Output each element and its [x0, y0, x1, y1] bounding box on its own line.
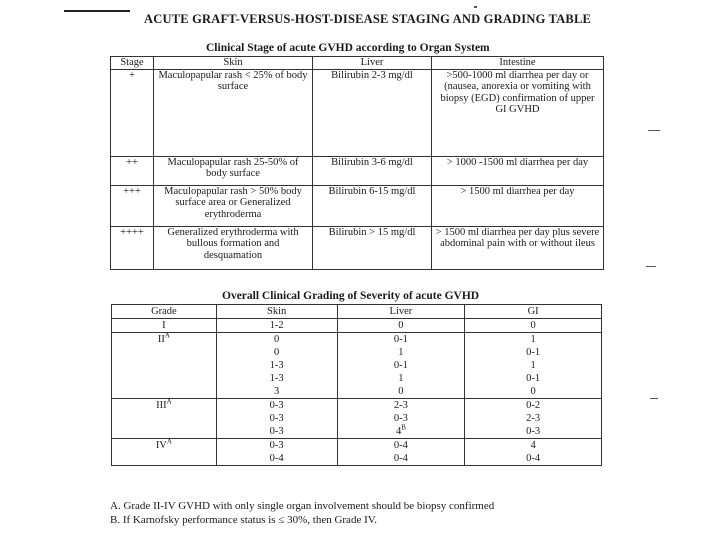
gi-cell: 0 — [465, 319, 602, 333]
liver-cell — [337, 425, 465, 439]
table-row — [111, 156, 604, 185]
grade-cell — [112, 399, 217, 413]
liver-cell: 0-1 — [337, 333, 465, 347]
liver-cell: 0 — [337, 319, 465, 333]
grade-table-caption: Overall Clinical Grading of Severity of acute GVHD — [222, 290, 480, 302]
intestine-cell: > 1500 ml diarrhea per day plus severe abdominal pain with or without ileus — [432, 226, 604, 269]
stage-table-caption: Clinical Stage of acute GVHD according to Organ System — [206, 42, 490, 54]
grade-label: I — [162, 320, 166, 331]
footnote-b: B. If Karnofsky performance status is ≤ 30%, then Grade IV. — [110, 514, 378, 526]
grade-cell — [112, 425, 217, 439]
skin-cell: Generalized erythroderma with bullous formation and desquamation — [154, 226, 313, 269]
header-grade: Grade — [112, 305, 217, 319]
grade-cell — [112, 372, 217, 385]
grade-cell — [112, 333, 217, 347]
gi-cell: 4 — [465, 439, 602, 453]
footnote-a: A. Grade II-IV GVHD with only single organ involvement should be biopsy confirmed — [110, 500, 495, 512]
grade-cell — [112, 346, 217, 359]
scan-speck — [646, 266, 656, 267]
document-title: ACUTE GRAFT-VERSUS-HOST-DISEASE STAGING AND GRADING TABLE — [144, 12, 592, 26]
gi-cell: 0-1 — [465, 346, 602, 359]
skin-cell: 1-3 — [216, 372, 337, 385]
grade-cell — [112, 452, 217, 466]
footnote-mark-a: A — [166, 397, 172, 406]
gi-cell: 0-2 — [465, 399, 602, 413]
stage-cell: +++ — [111, 185, 154, 226]
header-stage: Stage — [111, 57, 154, 70]
skin-cell: 0-4 — [216, 452, 337, 466]
skin-cell: 1-3 — [216, 359, 337, 372]
scan-speck — [650, 398, 658, 399]
liver-cell: Bilirubin 2-3 mg/dl — [313, 69, 432, 156]
scan-speck — [474, 6, 477, 8]
header-intestine: Intestine — [432, 57, 604, 70]
gi-cell: 0-3 — [465, 425, 602, 439]
scan-speck — [648, 130, 660, 131]
table-row — [111, 185, 604, 226]
stage-table-header — [111, 57, 604, 70]
table-row — [112, 346, 602, 359]
grade-label: III — [156, 400, 167, 411]
skin-cell: 0-3 — [216, 412, 337, 425]
grade-cell — [112, 439, 217, 453]
liver-cell: 1 — [337, 346, 465, 359]
liver-cell: 2-3 — [337, 399, 465, 413]
skin-cell: 0-3 — [216, 439, 337, 453]
grade-cell — [112, 412, 217, 425]
table-row — [112, 452, 602, 466]
table-row — [112, 333, 602, 347]
top-rule — [64, 10, 130, 12]
skin-cell: 3 — [216, 385, 337, 399]
table-row — [111, 69, 604, 156]
table-row — [112, 399, 602, 413]
footnote-mark-b: B — [401, 423, 406, 432]
skin-cell: 0-3 — [216, 399, 337, 413]
liver-cell: Bilirubin 3-6 mg/dl — [313, 156, 432, 185]
grade-label: IV — [155, 440, 167, 451]
liver-cell: Bilirubin > 15 mg/dl — [313, 226, 432, 269]
liver-cell: 0-4 — [337, 439, 465, 453]
table-row — [112, 319, 602, 333]
intestine-cell: > 1000 -1500 ml diarrhea per day — [432, 156, 604, 185]
table-row — [112, 439, 602, 453]
intestine-cell: > 1500 ml diarrhea per day — [432, 185, 604, 226]
header-liver: Liver — [337, 305, 465, 319]
grade-cell — [112, 359, 217, 372]
liver-cell: 0-1 — [337, 359, 465, 372]
liver-cell: Bilirubin 6-15 mg/dl — [313, 185, 432, 226]
stage-table — [110, 56, 604, 270]
grade-cell — [112, 385, 217, 399]
liver-cell: 0 — [337, 385, 465, 399]
grade-table — [111, 304, 602, 466]
skin-cell: 0-3 — [216, 425, 337, 439]
skin-cell: Maculopapular rash 25-50% of body surface — [154, 156, 313, 185]
stage-cell: + — [111, 69, 154, 156]
table-row — [112, 385, 602, 399]
intestine-cell: >500-1000 ml diarrhea per day or (nausea, anorexia or vomiting with biopsy (EGD) confirmation of upper GI GVHD — [432, 69, 604, 156]
header-skin: Skin — [216, 305, 337, 319]
table-row — [111, 226, 604, 269]
grade-label: II — [157, 334, 165, 345]
footnote-mark-a: A — [164, 331, 170, 340]
liver-cell: 0-4 — [337, 452, 465, 466]
header-liver: Liver — [313, 57, 432, 70]
liver-value: 4 — [395, 426, 402, 437]
gi-cell: 0 — [465, 385, 602, 399]
header-gi: GI — [465, 305, 602, 319]
gi-cell: 1 — [465, 359, 602, 372]
skin-cell: Maculopapular rash > 50% body surface area or Generalized erythroderma — [154, 185, 313, 226]
skin-cell: Maculopapular rash < 25% of body surface — [154, 69, 313, 156]
grade-table-header — [112, 305, 602, 319]
gi-cell: 1 — [465, 333, 602, 347]
table-row — [112, 372, 602, 385]
table-row — [112, 425, 602, 439]
grade-cell — [112, 319, 217, 333]
skin-cell: 0 — [216, 346, 337, 359]
skin-cell: 1-2 — [216, 319, 337, 333]
gi-cell: 2-3 — [465, 412, 602, 425]
liver-cell: 1 — [337, 372, 465, 385]
stage-cell: ++ — [111, 156, 154, 185]
footnote-mark-a: A — [166, 437, 172, 446]
liver-cell: 0-3 — [337, 412, 465, 425]
skin-cell: 0 — [216, 333, 337, 347]
table-row — [112, 412, 602, 425]
gi-cell: 0-4 — [465, 452, 602, 466]
header-skin: Skin — [154, 57, 313, 70]
stage-cell: ++++ — [111, 226, 154, 269]
gi-cell: 0-1 — [465, 372, 602, 385]
table-row — [112, 359, 602, 372]
